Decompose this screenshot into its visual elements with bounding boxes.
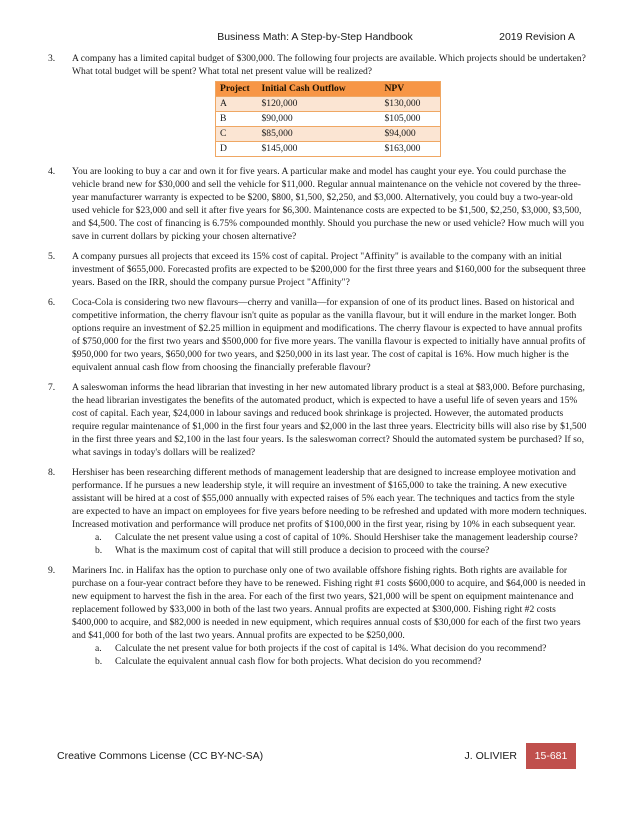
problem-number: 4. bbox=[48, 166, 56, 177]
author-name: J. OLIVIER bbox=[464, 749, 517, 762]
column-header-project: Project bbox=[216, 82, 258, 97]
problem-number: 8. bbox=[48, 467, 56, 478]
revision-label: 2019 Revision A bbox=[499, 31, 575, 43]
cell-project: C bbox=[216, 127, 258, 142]
problem-text: A company has a limited capital budget of $300,000. The following four projects are available. Which projects should be undertaken? What total budget will be spent? What total net present value will be realized? bbox=[72, 53, 586, 77]
problem-number: 3. bbox=[48, 53, 56, 64]
problem-body bbox=[72, 381, 588, 459]
problem-body bbox=[72, 466, 588, 557]
subitem-text: Calculate the net present value for both projects if the cost of capital is 14%. What decision do you recommend? bbox=[115, 643, 547, 654]
table-row bbox=[216, 142, 441, 157]
book-title: Business Math: A Step-by-Step Handbook bbox=[217, 31, 413, 43]
subitem-label: a. bbox=[95, 643, 102, 654]
cell-outflow: $120,000 bbox=[258, 97, 381, 112]
subitem-label: b. bbox=[95, 545, 103, 556]
subitem-a bbox=[95, 642, 588, 655]
cell-project: D bbox=[216, 142, 258, 157]
problem-text: Hershiser has been researching different methods of management leadership that are designed to increase employee motivation and performance. If he pursues a new leadership style, it will require an investment of $165,000 to take the training. A new executive assistant will be hired at a cost of $55,000 annually with expected raises of 5% each year. The techniques and tactics from the style are expected to have an impact on employees for five years before needing to be refreshed and updated with more modern techniques. Increased motivation and performance will produce net profits of $100,000 in the first year, rising by 10% in each subsequent year. bbox=[72, 467, 587, 530]
problem-4 bbox=[48, 165, 588, 243]
cell-outflow: $90,000 bbox=[258, 112, 381, 127]
problem-3 bbox=[48, 52, 588, 158]
problem-5 bbox=[48, 250, 588, 289]
table-row bbox=[216, 127, 441, 142]
problem-text: A company pursues all projects that exceed its 15% cost of capital. Project "Affinity" is available to the company with an initial investment of $655,000. Forecasted profits are expected to be $200,000 for the first three years and $160,000 for the subsequent three years. Based on the IRR, should the company pursue Project "Affinity"? bbox=[72, 251, 586, 288]
page-number-badge: 15-681 bbox=[526, 743, 576, 769]
cell-npv: $130,000 bbox=[381, 97, 441, 112]
cell-npv: $163,000 bbox=[381, 142, 441, 157]
cell-project: B bbox=[216, 112, 258, 127]
subitem-a bbox=[95, 531, 588, 544]
subitem-text: Calculate the net present value using a cost of capital of 10%. Should Hershiser take the management leadership course? bbox=[115, 532, 578, 543]
page-footer bbox=[57, 742, 576, 769]
cell-project: A bbox=[216, 97, 258, 112]
problem-body bbox=[72, 165, 588, 243]
cell-npv: $94,000 bbox=[381, 127, 441, 142]
subitem-label: a. bbox=[95, 532, 102, 543]
capital-budget-table bbox=[215, 81, 441, 157]
problem-number: 6. bbox=[48, 297, 56, 308]
problem-list bbox=[48, 52, 588, 675]
problem-body bbox=[72, 250, 588, 289]
cell-outflow: $85,000 bbox=[258, 127, 381, 142]
problem-number: 9. bbox=[48, 565, 56, 576]
subitem-text: What is the maximum cost of capital that will still produce a decision to proceed with the course? bbox=[115, 545, 490, 556]
problem-8 bbox=[48, 466, 588, 557]
problem-text: Coca-Cola is considering two new flavours—cherry and vanilla—for expansion of one of its product lines. Based on historical and competitive information, the cherry flavour isn't quite as popular as the vanilla flavour, but it will endure in the market longer. Both options require an investment of $2.25 million in equipment and modifications. The cherry flavour is expected to have annual profits of $750,000 for the first two years and $500,000 for five more years. The vanilla flavour is expected to initially have annual profits of $950,000 for two years, $650,000 for two years, and $250,000 in its last year. The cost of capital is 16%. How much higher is the equivalent annual cash flow from choosing the financially preferable flavour? bbox=[72, 297, 586, 373]
table-row bbox=[216, 112, 441, 127]
table-row bbox=[216, 97, 441, 112]
cell-npv: $105,000 bbox=[381, 112, 441, 127]
cell-outflow: $145,000 bbox=[258, 142, 381, 157]
problem-body bbox=[72, 296, 588, 374]
problem-text: You are looking to buy a car and own it for five years. A particular make and model has caught your eye. You could purchase the vehicle brand new for $30,000 and sell the vehicle for $11,000. Regular annual maintenance on the vehicle not covered by the three-year manufacturer warranty is expected to be $200, $800, $1,500, $2,250, and $3,000. Alternatively, you could buy a two-year-old used vehicle for $23,000 and sell it after five years for $6,300. Maintenance costs are expected to be $1,500, $2,250, $3,000, $3,500, and $4,500. The cost of financing is 6.75% compounded monthly. Should you purchase the new or used vehicle? How much will you save in current dollars by picking your chosen alternative? bbox=[72, 166, 585, 242]
problem-body bbox=[72, 564, 588, 668]
problem-number: 5. bbox=[48, 251, 56, 262]
subitem-label: b. bbox=[95, 656, 103, 667]
problem-number: 7. bbox=[48, 382, 56, 393]
column-header-npv: NPV bbox=[381, 82, 441, 97]
problem-6 bbox=[48, 296, 588, 374]
license-text: Creative Commons License (CC BY-NC-SA) bbox=[57, 749, 264, 762]
table-header-row bbox=[216, 82, 441, 97]
problem-body bbox=[72, 52, 588, 158]
problem-9 bbox=[48, 564, 588, 668]
page-header bbox=[0, 31, 630, 47]
problem-7 bbox=[48, 381, 588, 459]
column-header-outflow: Initial Cash Outflow bbox=[258, 82, 381, 97]
problem-text: A saleswoman informs the head librarian that investing in her new automated library product is a steal at $83,000. Before purchasing, the head librarian investigates the benefits of the automated product, which is expected to have a useful life of seven years and 15% cost of capital. Each year, $24,000 in labour savings and reduced book shrinkage is projected. However, the automated products require regular maintenance of $1,000 in the first four years and $2,000 in the last three years. Electricity bills will also rise by $1,500 in the first three years and $2,100 in the last four years. Is the saleswoman correct? Should the automated system be purchased? If so, what savings in today's dollars will be realized? bbox=[72, 382, 587, 458]
subitem-b bbox=[95, 655, 588, 668]
problem-text: Mariners Inc. in Halifax has the option to purchase only one of two available offshore fishing rights. Both rights are available for purchase on a four-year contract before they have to be renewed. Fishing right #1 costs $600,000 to acquire, and $64,000 is needed in new equipment to harvest the fish in the area. For each of the first two years, $21,000 will be spent on equipment maintenance and replacement followed by $33,000 in both of the last two years. Annual profits are expected at $300,000. Fishing right #2 costs $400,000 to acquire, and $82,000 is needed in new equipment, which requires annual costs of $30,000 for each of the first two years and $41,000 for both of the last two years. Annual profits are expected to be $250,000. bbox=[72, 565, 586, 641]
subitem-b bbox=[95, 544, 588, 557]
subitem-text: Calculate the equivalent annual cash flow for both projects. What decision do you recommend? bbox=[115, 656, 482, 667]
